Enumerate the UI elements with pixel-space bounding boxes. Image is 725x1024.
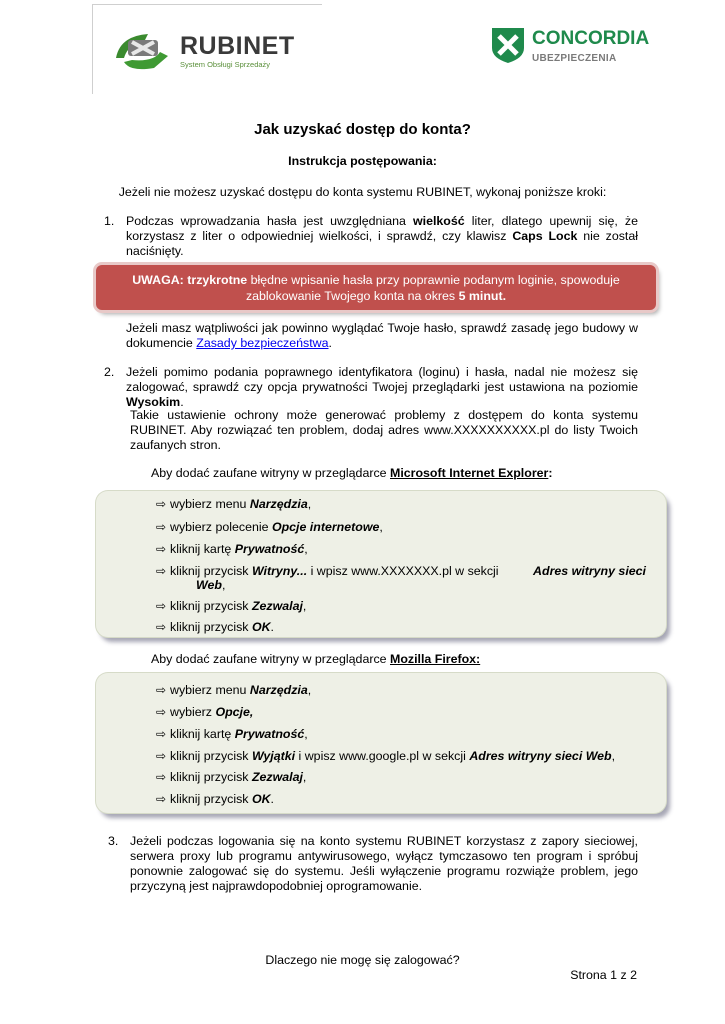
ff-step-3-c: , [304,727,308,741]
ff-heading-a: Aby dodać zaufane witryny w przeglądarce [151,652,390,666]
ie-step-2-c: , [379,520,383,534]
ie-step-2-b: Opcje internetowe [271,520,380,534]
ff-step-6 [156,792,274,806]
ff-step-4 [156,749,615,763]
ff-step-3-b: Prywatność [234,727,305,741]
ff-step-1 [156,683,311,697]
ie-step-1-c: , [307,497,312,511]
ff-heading [151,652,480,666]
ff-step-6-a: kliknij przycisk [170,792,252,806]
concordia-name: CONCORDIA [532,28,650,49]
step-1-text-c: nie został naciśnięty. [126,229,638,258]
ff-step-6-b: OK [251,792,271,806]
ie-step-2-a: wybierz polecenie [170,520,272,534]
ie-step-5-b: Zezwalaj [251,599,303,613]
step-1-after-text [126,321,638,351]
ie-step-3-c: , [304,542,308,556]
arrow-right-icon: ⇨ [156,705,167,719]
step-1-bold-a: wielkość [413,214,465,228]
concordia-logo [490,26,650,66]
warning-text-a: błędne wpisanie hasła przy poprawnie podanym loginie, spowoduje zablokowanie Twojego konta na okres [245,273,620,303]
step-1-bold-b: Caps Lock [512,229,578,243]
step-1-after-a: Jeżeli masz wątpliwości jak powinno wyglądać Twoje hasło, sprawdź zasadę jego budowy w dokumencie [126,321,638,350]
ie-step-4-b: Witryny... [251,564,308,578]
ff-step-1-b: Narzędzia [249,683,308,697]
header-frame-left [92,4,93,94]
rubinet-logo [110,28,295,76]
ff-step-1-c: , [307,683,312,697]
ie-step-5-a: kliknij przycisk [170,599,252,613]
security-rules-link[interactable]: Zasady bezpieczeństwa [196,336,329,350]
arrow-right-icon: ⇨ [156,564,167,578]
ff-step-5-b: Zezwalaj [251,770,303,784]
step-3-text: Jeżeli podczas logowania się na konto systemu RUBINET korzystasz z zapory sieciowej, serwera proxy lub programu antywirusowego, wyłącz tymczasowo ten program i spróbuj ponownie zalogować się do systemu. Jeśli wyłączenie programu rozwiąże problem, jego przyczyną jest najprawdopodobniej oprogramowanie. [130,834,638,893]
warning-banner [96,265,656,310]
ie-step-6-b: OK [251,620,271,634]
rubinet-tagline: System Obsługi Sprzedaży [180,60,271,69]
ff-step-1-a: wybierz menu [170,683,250,697]
ff-heading-b: Mozilla Firefox: [390,652,481,666]
step-2-text-a: Jeżeli pomimo podania poprawnego identyfikatora (loginu) i hasła, nadal nie możesz się zalogować, sprawdź czy opcja prywatności Twojej przeglądarki jest ustawiona na poziomie [126,365,638,394]
ie-step-3 [156,542,308,556]
arrow-right-icon: ⇨ [156,727,167,741]
page-subtitle: Instrukcja postępowania: [288,154,437,168]
ie-step-2 [156,520,383,534]
ie-step-6-c: . [270,620,274,634]
arrow-right-icon: ⇨ [156,520,167,534]
arrow-right-icon: ⇨ [156,620,167,634]
ff-step-2 [156,705,253,719]
rubinet-name: RUBINET [180,32,295,60]
step-2-number: 2. [104,365,115,379]
warning-bold-b: 5 minut. [458,289,507,303]
ie-heading-c: : [548,466,553,480]
concordia-shield-icon [490,26,526,64]
arrow-right-icon: ⇨ [156,792,167,806]
ie-step-1 [156,497,311,511]
arrow-right-icon: ⇨ [156,599,167,613]
ie-step-6 [156,620,274,634]
step-1-text-b: liter, dlatego upewnij się, że korzystasz z liter o odpowiedniej wielkości, i sprawdź, czy klawisz [126,214,638,243]
ie-heading-a: Aby dodać zaufane witryny w przeglądarce [151,466,390,480]
arrow-right-icon: ⇨ [156,542,167,556]
page-title: Jak uzyskać dostęp do konta? [254,121,471,138]
arrow-right-icon: ⇨ [156,749,167,763]
ff-step-3 [156,727,308,741]
concordia-sub: UBEZPIECZENIA [532,53,617,64]
step-2-text [126,365,638,410]
ff-step-3-a: kliknij kartę [170,727,235,741]
ff-step-2-b: Opcje, [215,705,254,719]
ie-step-4-d: Adres witryny sieci [533,564,646,578]
ie-step-1-a: wybierz menu [170,497,250,511]
header-frame-top [92,4,322,5]
ie-step-5 [156,599,306,613]
page-number: Strona 1 z 2 [570,968,637,982]
ff-step-4-b: Wyjątki [251,749,296,763]
arrow-right-icon: ⇨ [156,497,167,511]
ie-heading [151,466,553,480]
ff-step-4-a: kliknij przycisk [170,749,252,763]
rubinet-emblem-icon [110,28,176,76]
ff-step-6-c: . [270,792,274,806]
ff-step-4-d: Adres witryny sieci Web [469,749,612,763]
step-2-extra-text: Takie ustawienie ochrony może generować problemy z dostępem do konta systemu RUBINET. Aby rozwiązać ten problem, dodaj adres www.XXXXXXXXXX.pl do listy Twoich zaufanych stron. [130,408,638,452]
ie-step-5-c: , [302,599,307,613]
ie-heading-b: Microsoft Internet Explorer [390,466,549,480]
ff-step-5-a: kliknij przycisk [170,770,252,784]
ff-step-2-a: wybierz [170,705,216,719]
ie-step-4-f: , [221,578,226,592]
arrow-right-icon: ⇨ [156,683,167,697]
step-1-number: 1. [104,214,115,228]
ie-step-4-a: kliknij przycisk [170,564,252,578]
step-2-bold-a: Wysokim [126,395,181,409]
step-1-after-b: . [328,336,332,350]
ff-step-4-e: , [611,749,616,763]
ie-steps-box [96,491,666,637]
ie-step-6-a: kliknij przycisk [170,620,252,634]
arrow-right-icon: ⇨ [156,770,167,784]
ff-step-5-c: , [302,770,307,784]
ie-step-4-c: i wpisz www.XXXXXXX.pl w sekcji [307,564,499,578]
intro-text: Jeżeli nie możesz uzyskać dostępu do konta systemu RUBINET, wykonaj poniższe kroki: [118,185,607,199]
ie-step-3-b: Prywatność [234,542,305,556]
ie-step-3-a: kliknij kartę [170,542,235,556]
ff-step-4-c: i wpisz www.google.pl w sekcji [295,749,470,763]
warning-bold-a: UWAGA: trzykrotne [132,273,248,287]
ff-steps-box [96,673,666,813]
footer-title: Dlaczego nie mogę się zalogować? [265,953,460,967]
ie-step-1-b: Narzędzia [249,497,308,511]
ff-step-5 [156,770,306,784]
step-2-text-b: . [180,395,184,409]
step-1-text [126,214,638,259]
step-3-number: 3. [108,834,119,848]
ie-step-4 [156,564,646,592]
step-1-text-a: Podczas wprowadzania hasła jest uwzględniana [126,214,413,228]
ie-step-4-e: Web [196,578,222,592]
